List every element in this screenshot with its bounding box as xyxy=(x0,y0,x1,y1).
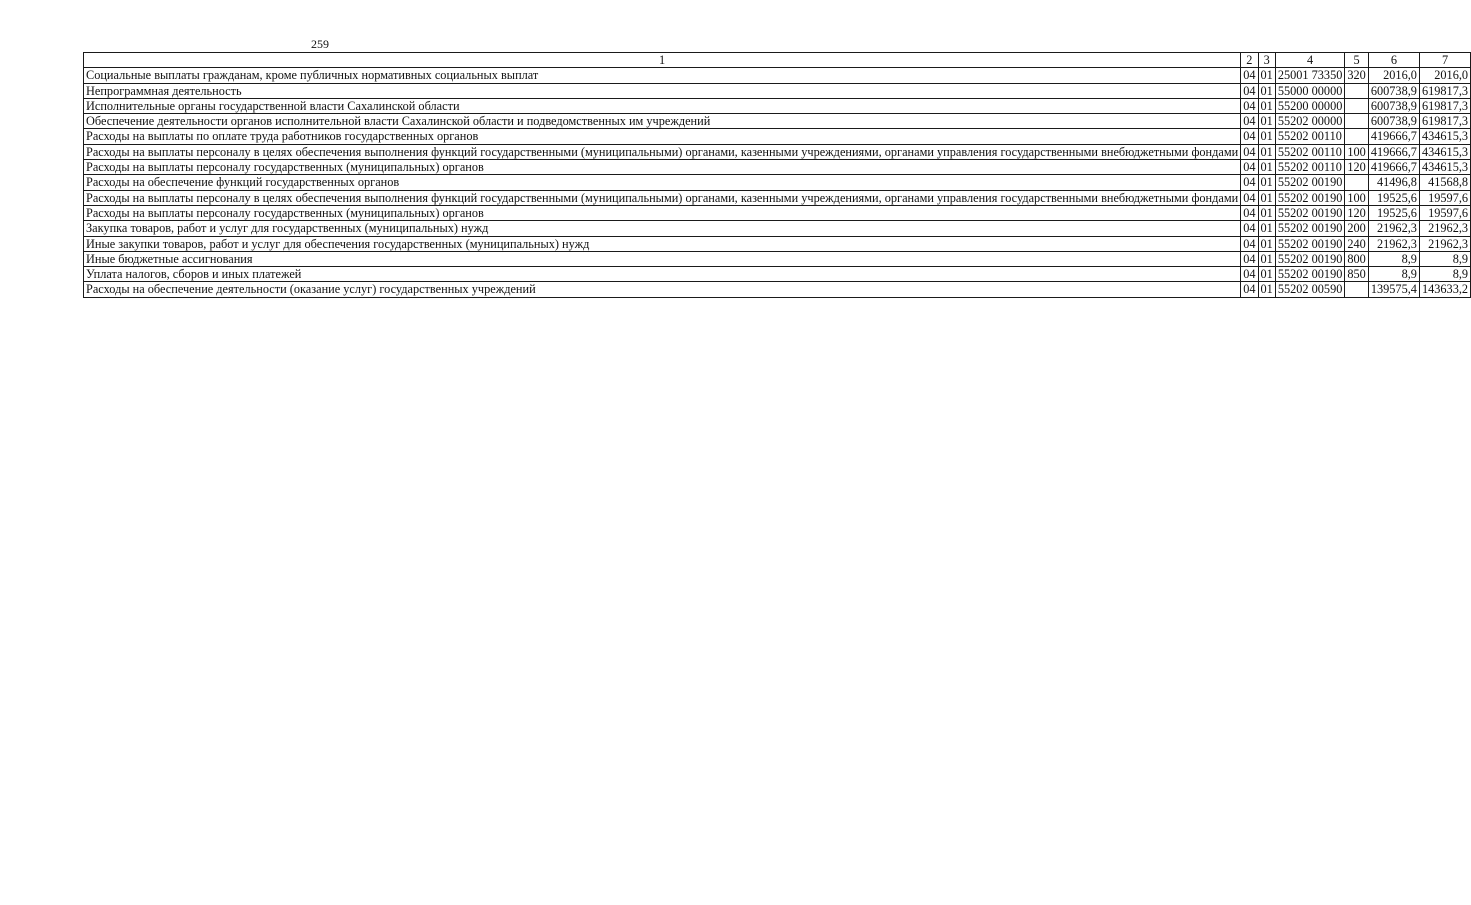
cell-name: Уплата налогов, сборов и иных платежей xyxy=(84,267,1241,282)
cell-amount-year2: 619817,3 xyxy=(1419,114,1470,129)
cell-name: Непрограммная деятельность xyxy=(84,83,1241,98)
table-row xyxy=(84,98,1471,113)
budget-table xyxy=(83,52,1471,298)
cell-expense-type: 200 xyxy=(1345,221,1368,236)
cell-target-article: 55000 00000 xyxy=(1275,83,1345,98)
table-row xyxy=(84,160,1471,175)
cell-amount-year2: 8,9 xyxy=(1419,267,1470,282)
cell-amount-year1: 600738,9 xyxy=(1368,114,1419,129)
cell-expense-type: 850 xyxy=(1345,267,1368,282)
cell-amount-year2: 2016,0 xyxy=(1419,68,1470,83)
cell-target-article: 55202 00110 xyxy=(1275,160,1345,175)
cell-amount-year1: 21962,3 xyxy=(1368,236,1419,251)
cell-amount-year1: 41496,8 xyxy=(1368,175,1419,190)
cell-amount-year2: 619817,3 xyxy=(1419,98,1470,113)
header-subsection: 3 xyxy=(1258,53,1275,68)
cell-amount-year1: 8,9 xyxy=(1368,267,1419,282)
cell-amount-year1: 21962,3 xyxy=(1368,221,1419,236)
cell-target-article: 55202 00110 xyxy=(1275,144,1345,159)
cell-name: Иные бюджетные ассигнования xyxy=(84,251,1241,266)
cell-amount-year1: 419666,7 xyxy=(1368,160,1419,175)
header-target-article: 4 xyxy=(1275,53,1345,68)
cell-expense-type: 100 xyxy=(1345,144,1368,159)
cell-section: 04 xyxy=(1241,175,1258,190)
cell-name: Расходы на выплаты персоналу в целях обеспечения выполнения функций государственными (муниципальными) органами, казенными учреждениями, органами управления государственными внебюджетными фондами xyxy=(84,190,1241,205)
table-row xyxy=(84,83,1471,98)
cell-name: Расходы на выплаты персоналу в целях обеспечения выполнения функций государственными (муниципальными) органами, казенными учреждениями, органами управления государственными внебюджетными фондами xyxy=(84,144,1241,159)
cell-target-article: 55202 00190 xyxy=(1275,190,1345,205)
table-row xyxy=(84,251,1471,266)
cell-subsection: 01 xyxy=(1258,190,1275,205)
cell-amount-year2: 19597,6 xyxy=(1419,190,1470,205)
cell-section: 04 xyxy=(1241,144,1258,159)
cell-section: 04 xyxy=(1241,221,1258,236)
cell-expense-type: 240 xyxy=(1345,236,1368,251)
cell-target-article: 55200 00000 xyxy=(1275,98,1345,113)
cell-name: Расходы на выплаты персоналу государственных (муниципальных) органов xyxy=(84,205,1241,220)
header-amount-year1: 6 xyxy=(1368,53,1419,68)
cell-subsection: 01 xyxy=(1258,114,1275,129)
table-row xyxy=(84,205,1471,220)
cell-section: 04 xyxy=(1241,190,1258,205)
cell-subsection: 01 xyxy=(1258,236,1275,251)
cell-section: 04 xyxy=(1241,251,1258,266)
cell-amount-year2: 21962,3 xyxy=(1419,236,1470,251)
cell-subsection: 01 xyxy=(1258,129,1275,144)
cell-subsection: 01 xyxy=(1258,175,1275,190)
table-row xyxy=(84,175,1471,190)
cell-amount-year2: 8,9 xyxy=(1419,251,1470,266)
cell-amount-year2: 21962,3 xyxy=(1419,221,1470,236)
cell-name: Расходы на выплаты по оплате труда работников государственных органов xyxy=(84,129,1241,144)
cell-expense-type xyxy=(1345,282,1368,297)
cell-name: Социальные выплаты гражданам, кроме публичных нормативных социальных выплат xyxy=(84,68,1241,83)
cell-expense-type: 320 xyxy=(1345,68,1368,83)
cell-subsection: 01 xyxy=(1258,282,1275,297)
cell-expense-type: 120 xyxy=(1345,160,1368,175)
table-row xyxy=(84,144,1471,159)
table-row xyxy=(84,129,1471,144)
cell-name: Расходы на выплаты персоналу государственных (муниципальных) органов xyxy=(84,160,1241,175)
cell-target-article: 55202 00190 xyxy=(1275,267,1345,282)
cell-subsection: 01 xyxy=(1258,98,1275,113)
cell-section: 04 xyxy=(1241,160,1258,175)
cell-expense-type xyxy=(1345,175,1368,190)
cell-expense-type xyxy=(1345,83,1368,98)
table-row xyxy=(84,114,1471,129)
table-row xyxy=(84,221,1471,236)
cell-expense-type xyxy=(1345,129,1368,144)
cell-expense-type: 100 xyxy=(1345,190,1368,205)
table-row xyxy=(84,68,1471,83)
header-name: 1 xyxy=(84,53,1241,68)
cell-name: Расходы на обеспечение функций государственных органов xyxy=(84,175,1241,190)
cell-subsection: 01 xyxy=(1258,83,1275,98)
cell-target-article: 55202 00190 xyxy=(1275,221,1345,236)
cell-amount-year1: 2016,0 xyxy=(1368,68,1419,83)
cell-subsection: 01 xyxy=(1258,160,1275,175)
cell-section: 04 xyxy=(1241,205,1258,220)
page-number: 259 xyxy=(311,37,329,51)
cell-section: 04 xyxy=(1241,236,1258,251)
cell-subsection: 01 xyxy=(1258,68,1275,83)
cell-subsection: 01 xyxy=(1258,221,1275,236)
table-header-row xyxy=(84,53,1471,68)
cell-section: 04 xyxy=(1241,282,1258,297)
cell-amount-year1: 19525,6 xyxy=(1368,190,1419,205)
cell-expense-type xyxy=(1345,114,1368,129)
cell-amount-year2: 41568,8 xyxy=(1419,175,1470,190)
cell-section: 04 xyxy=(1241,114,1258,129)
cell-target-article: 55202 00190 xyxy=(1275,205,1345,220)
cell-name: Обеспечение деятельности органов исполнительной власти Сахалинской области и подведомственных им учреждений xyxy=(84,114,1241,129)
cell-expense-type xyxy=(1345,98,1368,113)
cell-subsection: 01 xyxy=(1258,205,1275,220)
cell-amount-year2: 434615,3 xyxy=(1419,160,1470,175)
cell-subsection: 01 xyxy=(1258,251,1275,266)
header-section: 2 xyxy=(1241,53,1258,68)
cell-target-article: 55202 00190 xyxy=(1275,175,1345,190)
cell-amount-year2: 434615,3 xyxy=(1419,129,1470,144)
cell-target-article: 55202 00190 xyxy=(1275,251,1345,266)
cell-amount-year2: 619817,3 xyxy=(1419,83,1470,98)
cell-target-article: 55202 00000 xyxy=(1275,114,1345,129)
cell-section: 04 xyxy=(1241,68,1258,83)
cell-name: Исполнительные органы государственной власти Сахалинской области xyxy=(84,98,1241,113)
cell-name: Закупка товаров, работ и услуг для государственных (муниципальных) нужд xyxy=(84,221,1241,236)
table-row xyxy=(84,190,1471,205)
cell-amount-year1: 8,9 xyxy=(1368,251,1419,266)
cell-amount-year1: 419666,7 xyxy=(1368,144,1419,159)
cell-section: 04 xyxy=(1241,98,1258,113)
cell-target-article: 25001 73350 xyxy=(1275,68,1345,83)
header-amount-year2: 7 xyxy=(1419,53,1470,68)
cell-amount-year2: 434615,3 xyxy=(1419,144,1470,159)
cell-amount-year1: 19525,6 xyxy=(1368,205,1419,220)
cell-amount-year1: 139575,4 xyxy=(1368,282,1419,297)
cell-section: 04 xyxy=(1241,83,1258,98)
cell-target-article: 55202 00110 xyxy=(1275,129,1345,144)
cell-section: 04 xyxy=(1241,129,1258,144)
cell-amount-year1: 419666,7 xyxy=(1368,129,1419,144)
table-row xyxy=(84,267,1471,282)
table-row xyxy=(84,236,1471,251)
cell-expense-type: 120 xyxy=(1345,205,1368,220)
cell-amount-year1: 600738,9 xyxy=(1368,83,1419,98)
cell-amount-year2: 19597,6 xyxy=(1419,205,1470,220)
cell-section: 04 xyxy=(1241,267,1258,282)
cell-amount-year2: 143633,2 xyxy=(1419,282,1470,297)
header-expense-type: 5 xyxy=(1345,53,1368,68)
cell-target-article: 55202 00590 xyxy=(1275,282,1345,297)
cell-expense-type: 800 xyxy=(1345,251,1368,266)
cell-name: Расходы на обеспечение деятельности (оказание услуг) государственных учреждений xyxy=(84,282,1241,297)
table-row xyxy=(84,282,1471,297)
cell-name: Иные закупки товаров, работ и услуг для обеспечения государственных (муниципальных) нужд xyxy=(84,236,1241,251)
cell-amount-year1: 600738,9 xyxy=(1368,98,1419,113)
cell-target-article: 55202 00190 xyxy=(1275,236,1345,251)
cell-subsection: 01 xyxy=(1258,144,1275,159)
cell-subsection: 01 xyxy=(1258,267,1275,282)
